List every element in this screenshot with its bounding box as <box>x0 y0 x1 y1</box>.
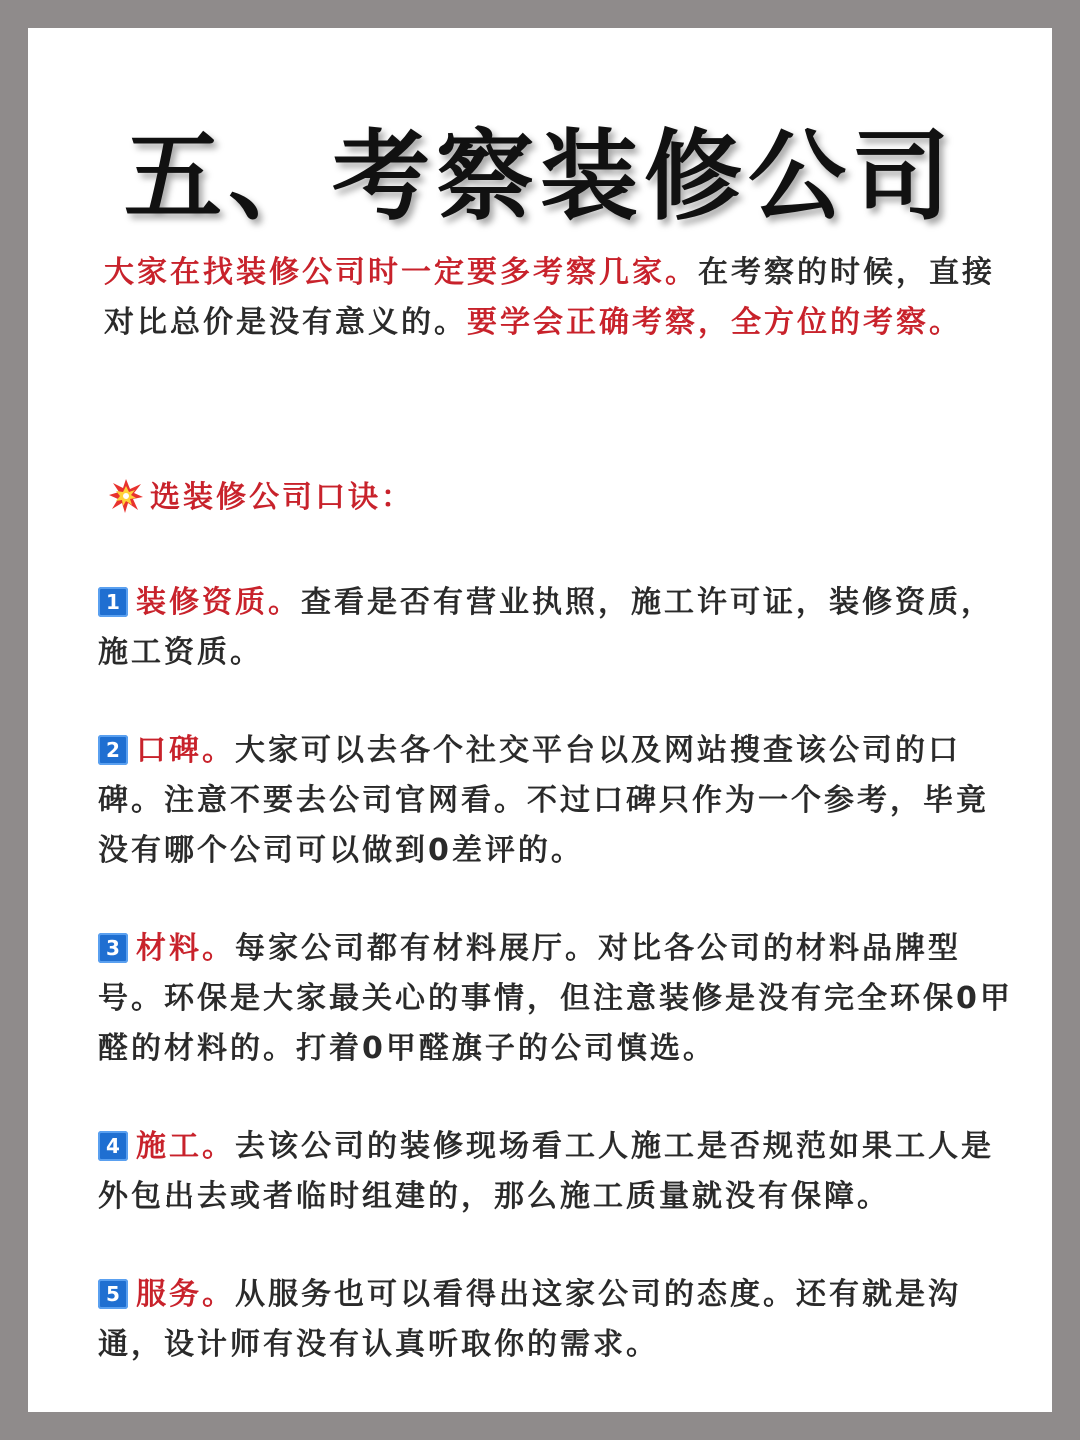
list-item <box>98 726 1018 876</box>
collision-icon <box>108 478 144 514</box>
item-body: 每家公司都有材料展厅。对比各公司的材料品牌型号。环保是大家最关心的事情，但注意装修是没有完全环保0甲醛的材料的。打着0甲醛旗子的公司慎选。 <box>98 931 1013 1066</box>
item-heading: 材料。 <box>136 931 235 966</box>
item-heading: 施工。 <box>136 1129 235 1164</box>
intro-highlight-2: 要学会正确考察，全方位的考察。 <box>467 305 962 340</box>
item-body: 从服务也可以看得出这家公司的态度。还有就是沟通，设计师有没有认真听取你的需求。 <box>98 1277 961 1362</box>
number-2-icon: 2 <box>98 735 128 765</box>
intro-text: 在考察的时候，直接对比总价是没有意义的。 <box>104 255 995 340</box>
list-item <box>98 1270 1018 1370</box>
item-heading: 口碑。 <box>136 733 235 768</box>
item-heading: 装修资质。 <box>136 585 301 620</box>
content-card <box>28 28 1052 1412</box>
item-heading: 服务。 <box>136 1277 235 1312</box>
number-4-icon: 4 <box>98 1131 128 1161</box>
list-item <box>98 578 1018 678</box>
number-5-icon: 5 <box>98 1279 128 1309</box>
item-body: 去该公司的装修现场看工人施工是否规范如果工人是外包出去或者临时组建的，那么施工质量就没有保障。 <box>98 1129 994 1214</box>
page-title: 五、考察装修公司 <box>123 120 956 234</box>
item-body: 大家可以去各个社交平台以及网站搜查该公司的口碑。注意不要去公司官网看。不过口碑只作为一个参考，毕竟没有哪个公司可以做到0差评的。 <box>98 733 989 868</box>
list-item <box>98 924 1018 1074</box>
number-1-icon: 1 <box>98 587 128 617</box>
intro-paragraph <box>104 248 1004 348</box>
list-item <box>98 1122 1018 1222</box>
subheading-text: 选装修公司口诀： <box>150 480 414 515</box>
section-subheading <box>108 476 414 520</box>
item-body: 查看是否有营业执照，施工许可证，装修资质，施工资质。 <box>98 585 994 670</box>
intro-highlight-1: 大家在找装修公司时一定要多考察几家。 <box>104 255 698 290</box>
number-3-icon: 3 <box>98 933 128 963</box>
